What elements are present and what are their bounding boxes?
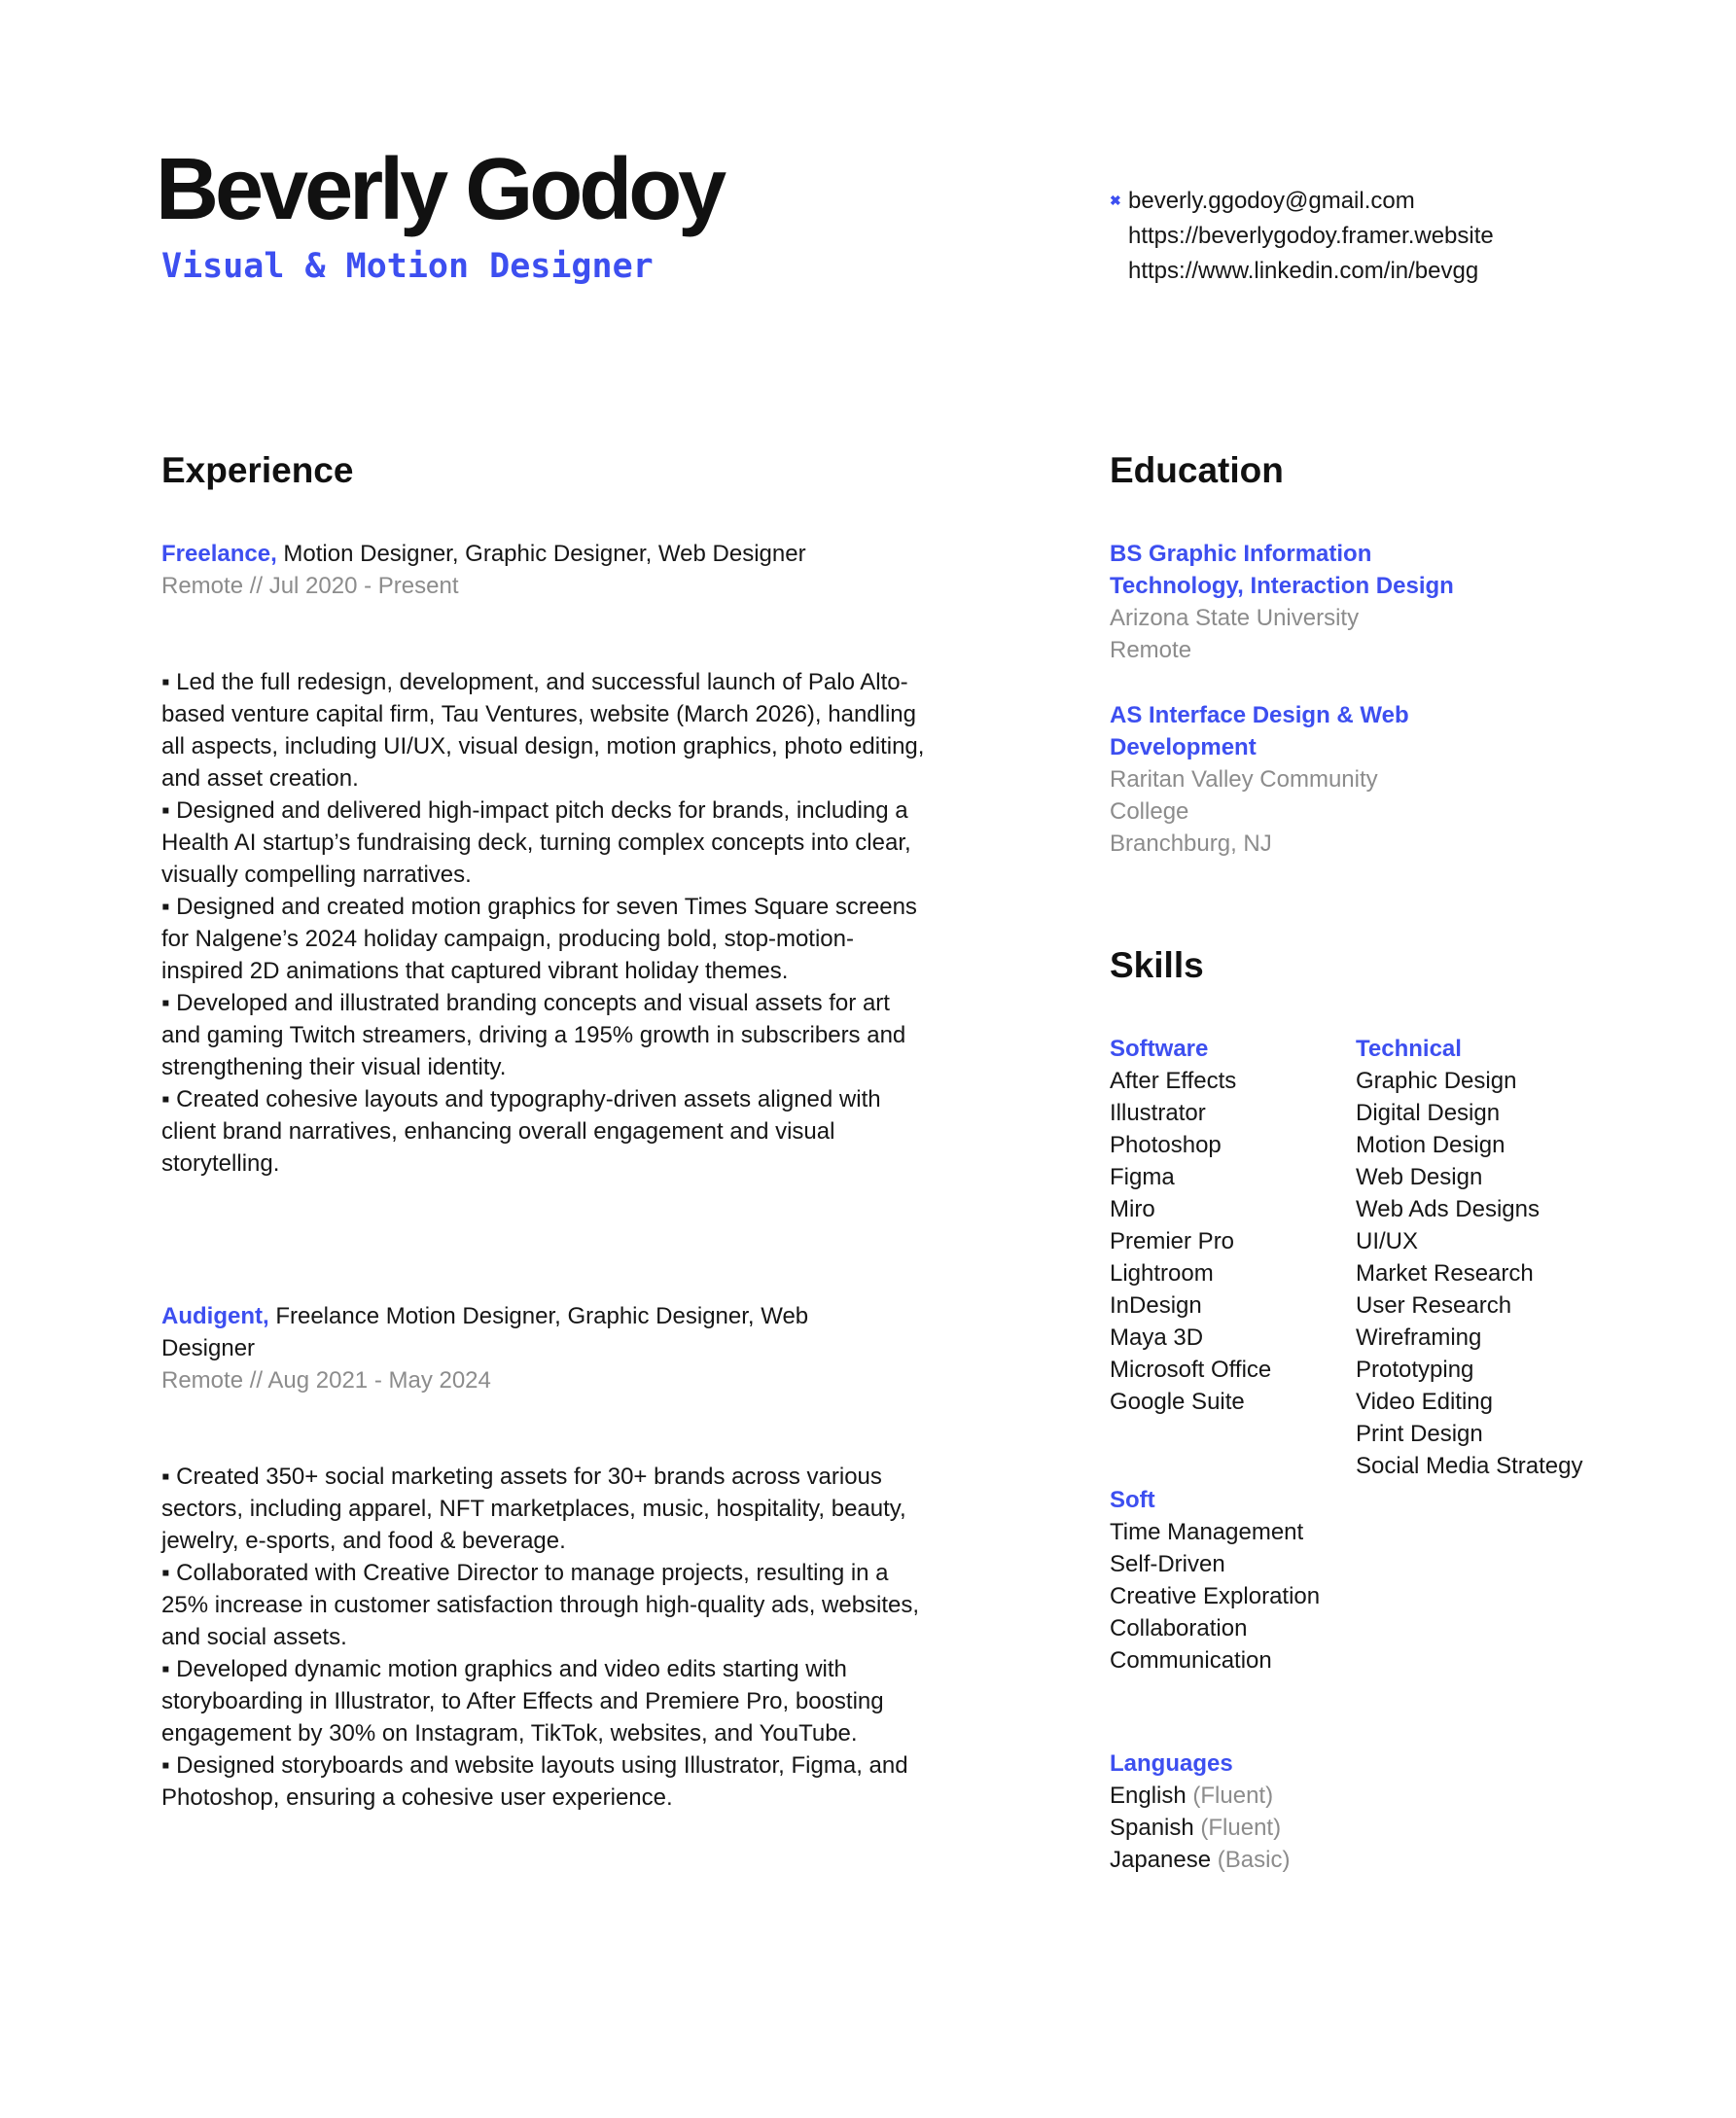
skill: Time Management (1110, 1519, 1304, 1545)
skill: After Effects (1110, 1068, 1237, 1094)
skill: Illustrator (1110, 1100, 1206, 1126)
website-link[interactable]: https://beverlygodoy.framer.website (1128, 222, 1494, 249)
skill: Google Suite (1110, 1389, 1245, 1415)
job-roles: Motion Designer, Graphic Designer, Web Designer (283, 541, 806, 567)
languages (1110, 1747, 1290, 1876)
skill: Collaboration (1110, 1615, 1248, 1641)
language-level: (Fluent) (1192, 1783, 1274, 1809)
education-item (1110, 538, 1499, 666)
skill: Communication (1110, 1647, 1272, 1674)
software-skills (1110, 1033, 1271, 1418)
skill: Maya 3D (1110, 1324, 1204, 1351)
skill: Graphic Design (1356, 1068, 1517, 1094)
language-name: English (1110, 1783, 1187, 1809)
skill: Social Media Strategy (1356, 1453, 1583, 1479)
skill: Wireframing (1356, 1324, 1482, 1351)
skill-group-label: Software (1110, 1036, 1209, 1062)
experience-heading: Experience (161, 450, 354, 490)
skill: Photoshop (1110, 1132, 1222, 1158)
skill: User Research (1356, 1292, 1512, 1319)
skill: Microsoft Office (1110, 1357, 1272, 1383)
job-freelance (161, 538, 930, 1180)
skill-group-label: Soft (1110, 1487, 1155, 1513)
company-name: Audigent, (161, 1303, 269, 1329)
language (1110, 1780, 1290, 1812)
language (1110, 1844, 1290, 1876)
company-name: Freelance, (161, 541, 277, 567)
candidate-name: Beverly Godoy (156, 141, 724, 238)
school: Raritan Valley Community College (1110, 766, 1378, 825)
education-item (1110, 699, 1460, 860)
skill: Web Ads Designs (1356, 1196, 1540, 1222)
job-meta: Remote // Jul 2020 - Present (161, 573, 459, 599)
technical-skills (1356, 1033, 1582, 1482)
skill: UI/UX (1356, 1228, 1419, 1254)
skill: Print Design (1356, 1421, 1483, 1447)
skill: Video Editing (1356, 1389, 1493, 1415)
job-meta: Remote // Aug 2021 - May 2024 (161, 1367, 491, 1394)
language-level: (Basic) (1217, 1847, 1291, 1873)
skill: Figma (1110, 1164, 1175, 1190)
language-name: Japanese (1110, 1847, 1212, 1873)
skill: Lightroom (1110, 1260, 1214, 1287)
job-bullet: ▪ Led the full redesign, development, and successful launch of Palo Alto-based venture capital firm, Tau Ventures, website (March 2026), handling all aspects, including UI/UX, visual design, motion graphics, photo editing, and asset creation. (161, 669, 925, 792)
skill: Motion Design (1356, 1132, 1506, 1158)
skill: Web Design (1356, 1164, 1483, 1190)
skill: Premier Pro (1110, 1228, 1235, 1254)
skill: InDesign (1110, 1292, 1202, 1319)
job-bullet: ▪ Created 350+ social marketing assets for 30+ brands across various sectors, including apparel, NFT marketplaces, music, hospitality, beauty, jewelry, e-sports, and food & beverage. (161, 1464, 906, 1554)
language (1110, 1812, 1290, 1844)
job-bullet: ▪ Developed and illustrated branding concepts and visual assets for art and gaming Twitch streamers, driving a 195% growth in subscribers and strengthening their visual identity. (161, 990, 906, 1080)
contact-info (1110, 183, 1494, 288)
location: Remote (1110, 637, 1192, 663)
skills-heading: Skills (1110, 945, 1204, 985)
bullet-icon: ✖ (1110, 192, 1121, 208)
degree: AS Interface Design & Web Development (1110, 702, 1409, 760)
education-heading: Education (1110, 450, 1284, 490)
job-bullet: ▪ Designed storyboards and website layouts using Illustrator, Figma, and Photoshop, ensuring a cohesive user experience. (161, 1752, 908, 1811)
skill: Self-Driven (1110, 1551, 1225, 1577)
job-bullet: ▪ Designed and created motion graphics for seven Times Square screens for Nalgene’s 2024 holiday campaign, producing bold, stop-motion-inspired 2D animations that captured vibrant holiday themes. (161, 894, 917, 984)
email-link[interactable]: beverly.ggodoy@gmail.com (1128, 187, 1415, 214)
skill-group-label: Technical (1356, 1036, 1462, 1062)
skill: Digital Design (1356, 1100, 1501, 1126)
language-name: Spanish (1110, 1815, 1194, 1841)
job-bullet: ▪ Created cohesive layouts and typography-driven assets aligned with client brand narratives, enhancing overall engagement and visual storytelling. (161, 1086, 881, 1177)
job-bullet: ▪ Designed and delivered high-impact pitch decks for brands, including a Health AI startup’s fundraising deck, turning complex concepts into clear, visually compelling narratives. (161, 797, 911, 888)
skill: Market Research (1356, 1260, 1534, 1287)
degree: BS Graphic Information Technology, Interaction Design (1110, 541, 1454, 599)
job-bullet: ▪ Collaborated with Creative Director to manage projects, resulting in a 25% increase in customer satisfaction through high-quality ads, websites, and social assets. (161, 1560, 920, 1650)
languages-label: Languages (1110, 1750, 1233, 1777)
soft-skills (1110, 1484, 1320, 1677)
job-bullet: ▪ Developed dynamic motion graphics and video edits starting with storyboarding in Illustrator, to After Effects and Premiere Pro, boosting engagement by 30% on Instagram, TikTok, websites, and YouTube. (161, 1656, 884, 1747)
job-audigent (161, 1300, 920, 1814)
skill: Miro (1110, 1196, 1155, 1222)
skill: Prototyping (1356, 1357, 1474, 1383)
skill: Creative Exploration (1110, 1583, 1321, 1609)
language-level: (Fluent) (1200, 1815, 1282, 1841)
school: Arizona State University (1110, 605, 1360, 631)
location: Branchburg, NJ (1110, 830, 1272, 857)
job-roles: Freelance Motion Designer, Graphic Designer, Web Designer (161, 1303, 809, 1361)
linkedin-link[interactable]: https://www.linkedin.com/in/bevgg (1128, 257, 1479, 284)
candidate-title: Visual & Motion Designer (161, 247, 654, 286)
